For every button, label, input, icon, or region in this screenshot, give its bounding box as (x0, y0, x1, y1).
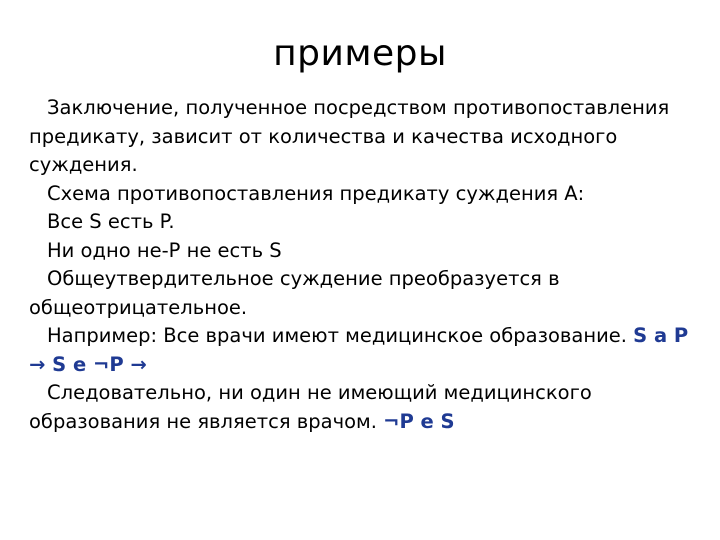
slide-body (29, 94, 701, 436)
paragraph-result: Ни одно не-Р не есть S (47, 238, 282, 262)
paragraph-transformation: Общеутвердительное суждение преобразуется в общеотрицательное. (29, 267, 560, 319)
example-formula: S a P → S e ¬P → (29, 324, 689, 376)
example-text: Например: Все врачи имеют медицинское образование. (47, 324, 634, 347)
paragraph-consequence (29, 379, 701, 436)
paragraph-conclusion-dependency: Заключение, полученное посредством противопоставления предикату, зависит от количества и качества исходного суждения. (29, 96, 670, 176)
consequence-text: Следовательно, ни один не имеющий медицинского образования не является врачом. (29, 381, 592, 433)
paragraph-scheme-heading: Схема противопоставления предикату суждения А: (47, 181, 585, 205)
paragraph-example (29, 322, 701, 379)
slide-title: примеры (273, 33, 447, 74)
paragraph-premise: Все S есть P. (47, 210, 175, 233)
consequence-formula: ¬P e S (383, 409, 455, 433)
